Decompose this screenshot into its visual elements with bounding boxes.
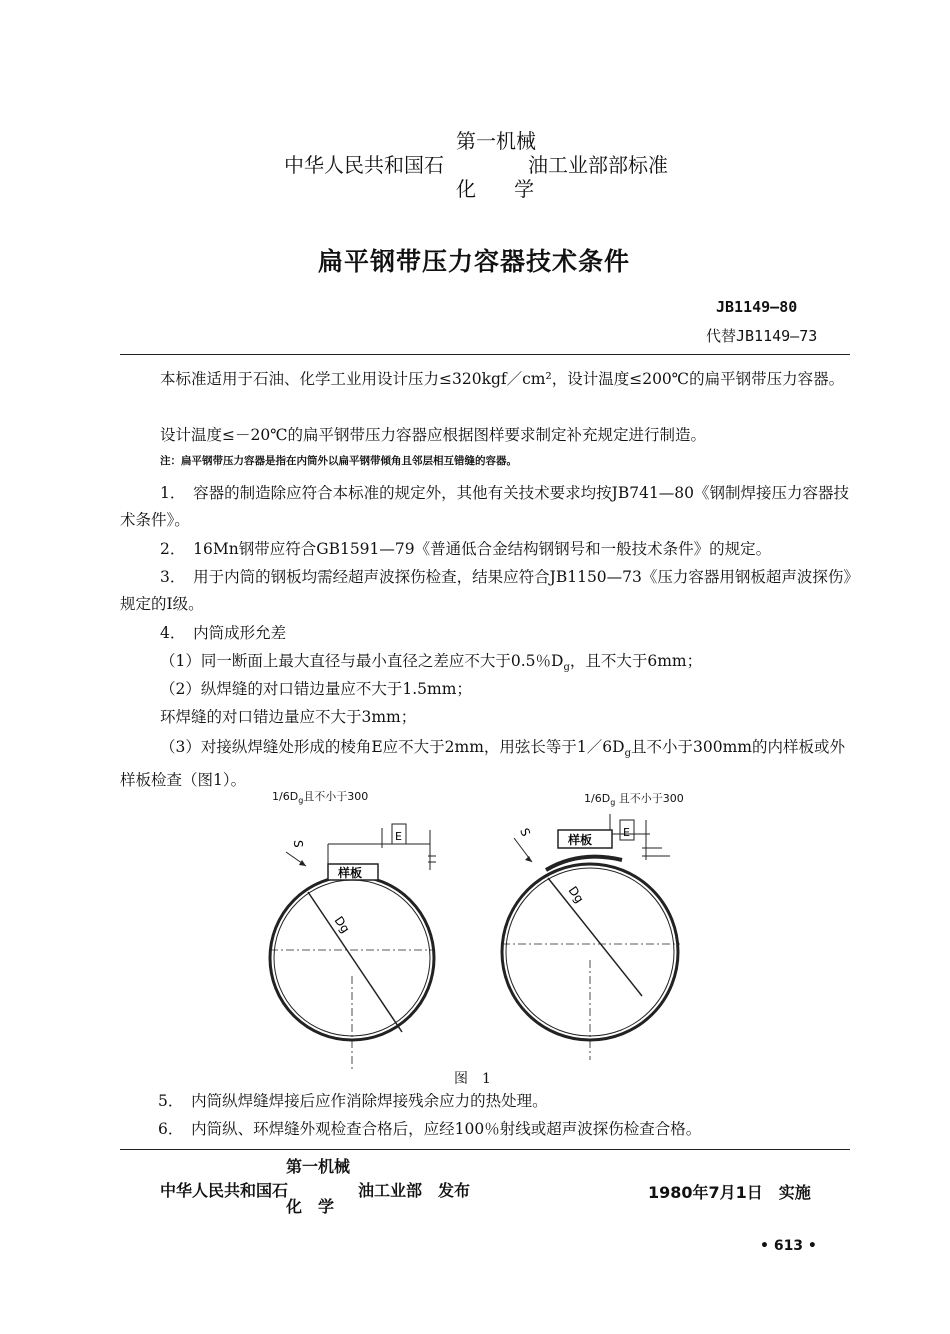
page-number: • 613 • (760, 1238, 817, 1254)
item-1: 1． 容器的制造除应符合本标准的规定外，其他有关技术要求均按JB741—80《钢制焊接压力容器技术条件》。 (120, 484, 850, 529)
scope-paragraph: 本标准适用于石油、化学工业用设计压力≤320kgf／cm²，设计温度≤200℃的扁平钢带压力容器。 (160, 370, 845, 388)
item-4-3: （3）对接纵焊缝处形成的棱角E应不大于2mm，用弦长等于$1/6D_g$且不小于300mm的内样板或外样板检查（图1）。 (120, 738, 845, 790)
left-s-label: S (291, 840, 305, 848)
right-figure-label: $1/6D_g$ 且不小于300 (584, 792, 684, 808)
replaces-standard: 代替JB1149—73 (706, 327, 818, 345)
figure-1-diagram (250, 800, 710, 1070)
left-diameter-label: Dg (331, 913, 353, 936)
footer-date: 1980年7月1日 实施 (648, 1183, 811, 1202)
footer-ministry-line-3: 化 学 (286, 1197, 335, 1216)
item-4-2b: 环焊缝的对口错边量应不大于3mm； (160, 708, 417, 726)
ministry-line-2a: 中华人民共和国石 (284, 153, 444, 177)
left-e-label: E (395, 830, 402, 843)
right-diameter-label: Dg (565, 883, 587, 906)
note-paragraph: 注：扁平钢带压力容器是指在内筒外以扁平钢带倾角且邻层相互错缝的容器。 (160, 455, 517, 467)
ministry-line-1: 第一机械 (456, 129, 536, 153)
left-shell-diagram (270, 824, 436, 1070)
item-2: 2． 16Mn钢带应符合GB1591—79《普通低合金结构钢钢号和一般技术条件》的规定。 (160, 540, 772, 558)
item-5: 5． 内筒纵焊缝焊接后应作消除焊接残余应力的热处理。 (158, 1092, 548, 1110)
right-s-label: S (517, 826, 533, 839)
low-temp-paragraph: 设计温度≤－20℃的扁平钢带压力容器应根据图样要求制定补充规定进行制造。 (160, 426, 707, 444)
ministry-line-2b: 油工业部部标准 (528, 153, 668, 177)
document-title: 扁平钢带压力容器技术条件 (318, 247, 631, 276)
item-3: 3． 用于内筒的钢板均需经超声波探伤检查，结果应符合JB1150—73《压力容器用钢板超声波探伤》规定的Ⅰ级。 (120, 568, 852, 613)
right-e-label: E (623, 826, 630, 839)
ministry-line-3: 化 学 (456, 177, 535, 201)
left-figure-label: $1/6D_g$且不小于300 (272, 790, 369, 806)
footer-ministry-line-2b: 油工业部 发布 (358, 1181, 471, 1200)
item-4-2: （2）纵焊缝的对口错边量应不大于1.5mm； (160, 680, 472, 698)
footer-ministry-line-1: 第一机械 (286, 1157, 351, 1176)
item-4: 4． 内筒成形允差 (160, 624, 287, 642)
item-6: 6． 内筒纵、环焊缝外观检查合格后，应经100％射线或超声波探伤检查合格。 (158, 1120, 702, 1138)
right-shell-diagram (502, 814, 680, 1060)
figure-caption: 图 1 (454, 1071, 491, 1087)
item-4-1: （1）同一断面上最大直径与最小直径之差应不大于0.5％$D_g$，且不大于6mm； (160, 652, 703, 674)
right-template-label: 样板 (568, 833, 593, 847)
header-rule (120, 354, 850, 355)
footer-ministry-line-2a: 中华人民共和国石 (160, 1181, 289, 1200)
footer-rule (120, 1149, 850, 1150)
left-template-label: 样板 (338, 866, 363, 880)
standard-number: JB1149—80 (716, 298, 798, 316)
